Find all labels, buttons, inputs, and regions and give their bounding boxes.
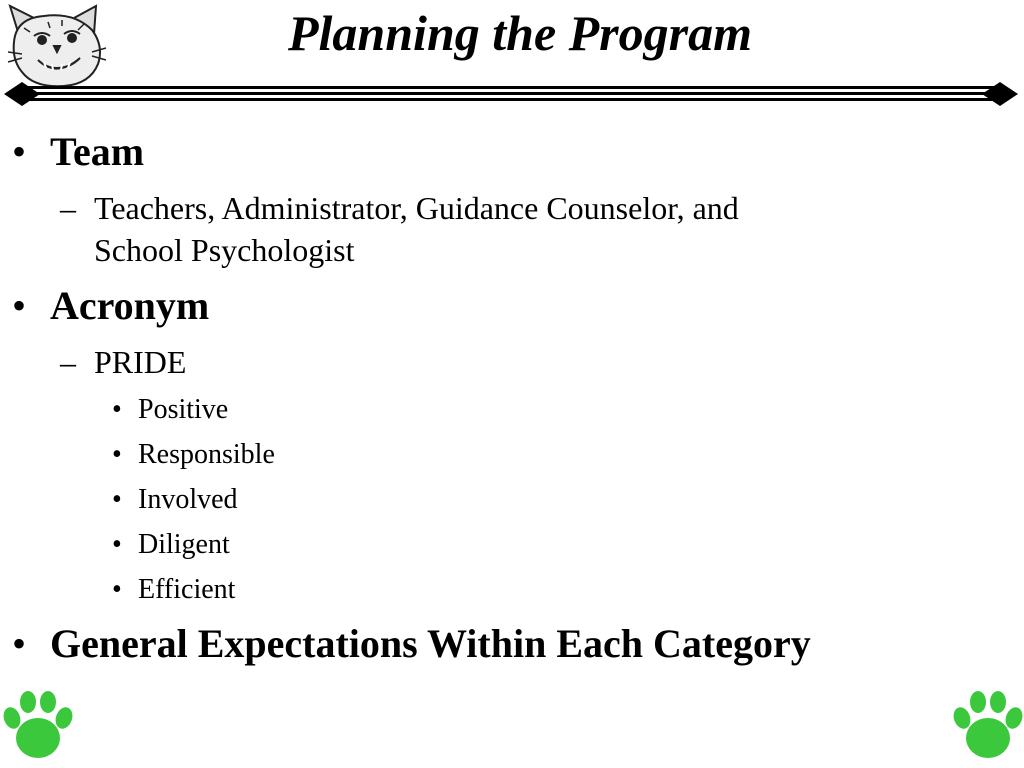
title-divider <box>0 78 1024 110</box>
slide-title: Planning the Program <box>288 5 752 61</box>
sub-sub-bullet-text: Responsible <box>138 439 275 470</box>
sub-bullet-text: Teachers, Administrator, Guidance Counselor, and <box>94 190 739 226</box>
sub-sub-bullet-text: Efficient <box>138 574 236 605</box>
bullet-marker: • <box>12 283 27 328</box>
bullet-marker: • <box>12 621 27 666</box>
dash-marker: – <box>60 190 76 226</box>
bullet-marker: • <box>112 394 122 425</box>
paw-print-icon <box>2 688 76 762</box>
sub-sub-bullet-text: Involved <box>138 484 238 515</box>
sub-bullet-text: School Psychologist <box>94 232 355 268</box>
sub-bullet-text: PRIDE <box>94 344 187 380</box>
wildcat-mascot-icon <box>4 2 108 88</box>
bullet-text: General Expectations Within Each Category <box>50 621 811 666</box>
bullet-marker: • <box>112 574 122 605</box>
bullet-text: Team <box>50 129 145 174</box>
bullet-marker: • <box>112 439 122 470</box>
bullet-marker: • <box>12 129 27 174</box>
paw-print-icon <box>950 688 1024 762</box>
dash-marker: – <box>60 344 76 380</box>
bullet-marker: • <box>112 484 122 515</box>
bullet-marker: • <box>112 529 122 560</box>
sub-sub-bullet-text: Diligent <box>138 529 230 560</box>
bullet-text: Acronym <box>50 283 210 328</box>
sub-sub-bullet-text: Positive <box>138 394 229 425</box>
